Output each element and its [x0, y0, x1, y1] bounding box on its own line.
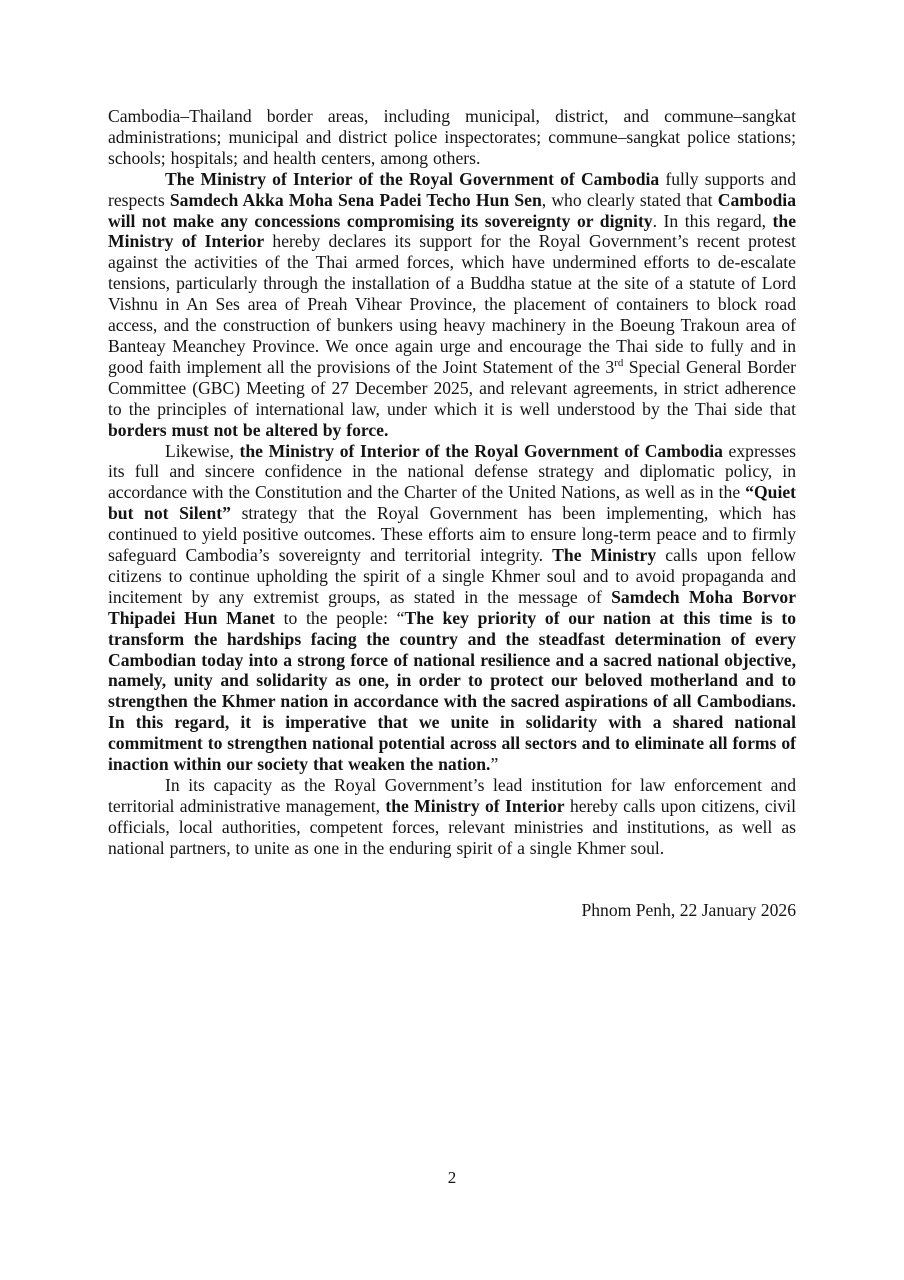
paragraph-confidence-strategy: Likewise, the Ministry of Interior of the Royal Government of Cambodia expresses its full and sincere confidence in the national defense strategy and diplomatic policy, in accordance with the Constitution and the Charter of the United Nations, as well as in the “Quiet but not Silent” strategy that the Royal Government has been implementing, which has continued to yield positive outcomes. These efforts aim to ensure long-term peace and to firmly safeguard Cambodia’s sovereignty and territorial integrity. The Ministry calls upon fellow citizens to continue upholding the spirit of a single Khmer soul and to avoid propaganda and incitement by any extremist groups, as stated in the message of Samdech Moha Borvor Thipadei Hun Manet to the people: “The key priority of our nation at this time is to transform the hardships facing the country and the steadfast determination of every Cambodian today into a strong force of national resilience and a sacred national objective, namely, unity and solidarity as one, in order to protect our beloved motherland and to strengthen the Khmer nation in accordance with the sacred aspirations of all Cambodians. In this regard, it is imperative that we unite in solidarity with a shared national commitment to strengthen national potential across all sectors and to eliminate all forms of inaction within our society that weaken the nation.” [108, 440, 797, 775]
paragraph-continuation: Cambodia–Thailand border areas, including municipal, district, and commune–sangkat administrations; municipal and district police inspectorates; commune–sangkat police stations; schools; hospitals; and health centers, among others. [108, 106, 796, 168]
paragraph-call-to-unite: In its capacity as the Royal Government’s lead institution for law enforcement and territorial administrative management, the Ministry of Interior hereby calls upon citizens, civil officials, local authorities, competent forces, relevant ministries and institutions, as well as national partners, to unite as one in the enduring spirit of a single Khmer soul. [108, 775, 797, 858]
date-line: Phnom Penh, 22 January 2026 [581, 899, 796, 920]
text-block [108, 106, 796, 921]
page-number: 2 [447, 1168, 457, 1187]
paragraph-ministry-support: The Ministry of Interior of the Royal Government of Cambodia fully supports and respects Samdech Akka Moha Sena Padei Techo Hun Sen, who clearly stated that Cambodia will not make any concessions compromising its sovereignty or dignity. In this regard, the Ministry of Interior hereby declares its support for the Royal Government’s recent protest against the activities of the Thai armed forces, which have undermined efforts to de-escalate tensions, particularly through the installation of a Buddha statue at the site of a statute of Lord Vishnu in An Ses area of Preah Vihear Province, the placement of containers to block road access, and the construction of bunkers using heavy machinery in the Boeung Trakoun area of Banteay Meanchey Province. We once again urge and encourage the Thai side to fully and in good faith implement all the provisions of the Joint Statement of the 3rd Special General Border Committee (GBC) Meeting of 27 December 2025, and relevant agreements, in strict adherence to the principles of international law, under which it is well understood by the Thai side that borders must not be altered by force. [108, 168, 796, 440]
